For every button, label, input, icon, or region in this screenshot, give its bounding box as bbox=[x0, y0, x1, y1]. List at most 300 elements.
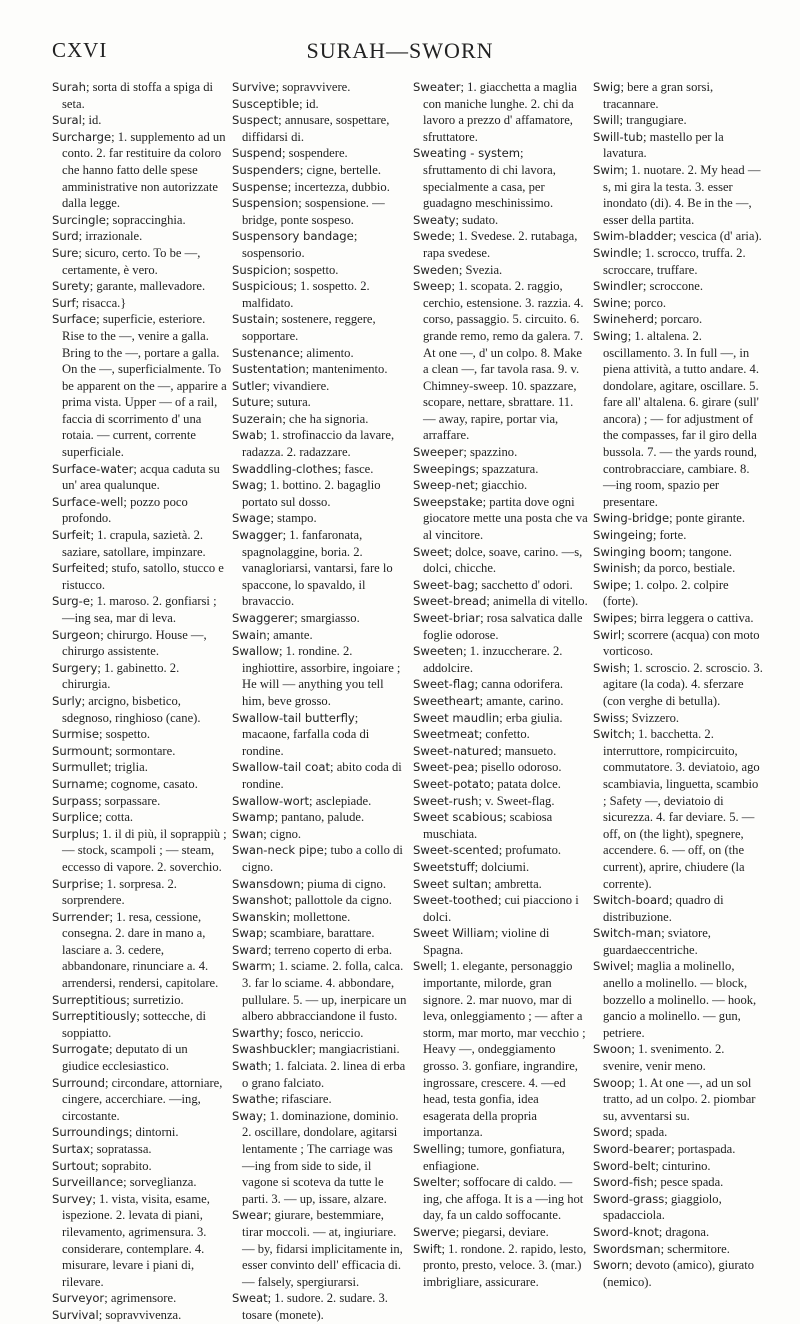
entry-definition: ; sopraccinghia. bbox=[105, 212, 186, 227]
entry-headword: Surtax bbox=[52, 1142, 90, 1156]
entry-definition: ; partita dove ogni giocatore mette una posta che va al vincitore. bbox=[423, 494, 588, 543]
entry-headword: Survey bbox=[52, 1191, 93, 1206]
entry-headword: Swansdown bbox=[232, 876, 301, 891]
entry-headword: Surah bbox=[52, 80, 86, 94]
entry-headword: Surplice bbox=[52, 810, 99, 825]
dictionary-entry bbox=[232, 793, 407, 810]
entry-headword: Suspensory bandage bbox=[232, 229, 354, 244]
entry-definition: ; spazzino. bbox=[463, 445, 518, 460]
entry-headword: Sweepstake bbox=[413, 494, 483, 509]
entry-headword: Swag bbox=[232, 478, 264, 493]
entry-definition: ; sospetto. bbox=[287, 262, 339, 277]
entry-definition: ; 1. Svedese. 2. rutabaga, rapa svedese. bbox=[423, 229, 578, 260]
dictionary-entry bbox=[232, 909, 407, 926]
dictionary-entry bbox=[593, 527, 763, 544]
entry-headword: Sweetmeat bbox=[413, 727, 479, 742]
entry-headword: Sweet-natured bbox=[413, 743, 499, 758]
dictionary-entry bbox=[413, 726, 588, 743]
entry-headword: Surprise bbox=[52, 876, 100, 891]
dictionary-entry bbox=[413, 925, 588, 958]
dictionary-entry bbox=[413, 809, 588, 842]
entry-definition: ; pallottole da cigno. bbox=[288, 893, 392, 908]
dictionary-entry bbox=[232, 1290, 407, 1323]
dictionary-entry bbox=[52, 228, 227, 245]
entry-definition: ; scabiosa muschiata. bbox=[423, 810, 553, 841]
dictionary-entry bbox=[232, 759, 407, 792]
entry-definition: ; 1. inzuccherare. 2. addolcire. bbox=[423, 644, 563, 675]
dictionary-entry bbox=[52, 494, 227, 527]
entry-headword: Swill bbox=[593, 113, 620, 128]
entry-definition: ; garante, mallevadore. bbox=[89, 279, 206, 294]
entry-definition: ; triglia. bbox=[108, 760, 148, 775]
entry-headword: Sword-belt bbox=[593, 1158, 656, 1173]
entry-headword: Switch-man bbox=[593, 926, 662, 941]
entry-definition: ; porco. bbox=[627, 295, 667, 310]
entry-definition: ; 1. sudore. 2. sudare. 3. tosare (monete). bbox=[242, 1291, 388, 1322]
entry-headword: Swelter bbox=[413, 1175, 457, 1190]
entry-definition: ; macaone, farfalla coda di rondine. bbox=[242, 710, 370, 758]
dictionary-entry bbox=[413, 610, 588, 643]
entry-headword: Sword-grass bbox=[593, 1191, 665, 1206]
entry-definition: ; dolciumi. bbox=[474, 859, 530, 874]
dictionary-entry bbox=[593, 112, 763, 129]
entry-definition: ; alimento. bbox=[299, 345, 354, 360]
entry-definition: ; soprabito. bbox=[95, 1158, 152, 1173]
dictionary-entry bbox=[232, 477, 407, 510]
entry-definition: ; dintorni. bbox=[128, 1125, 179, 1140]
entry-headword: Swim-bladder bbox=[593, 229, 673, 244]
entry-headword: Swig bbox=[593, 80, 621, 94]
entry-definition: ; 1. bottino. 2. bagaglio portato sul dosso. bbox=[242, 478, 381, 509]
dictionary-entry bbox=[52, 295, 227, 312]
entry-headword: Suspense bbox=[232, 179, 288, 194]
entry-headword: Sweet-bag bbox=[413, 577, 475, 592]
entry-headword: Swain bbox=[232, 627, 267, 642]
dictionary-entry bbox=[413, 743, 588, 760]
entry-definition: ; 1. scroscio. 2. scroscio. 3. agitare (la coda). 4. sferzare (con verghe di betulla). bbox=[603, 660, 763, 708]
entry-definition: ; spazzatura. bbox=[475, 461, 539, 476]
dictionary-entry bbox=[593, 510, 763, 527]
dictionary-entry bbox=[413, 278, 588, 444]
entry-definition: ; sorta di stoffa a spiga di seta. bbox=[62, 80, 214, 111]
entry-definition: ; 1. vista, visita, esame, ispezione. 2. levata di piani, rilevamento, agrimensura. 3. considerare, contemplare. 4. misurare, levare i piani di, rilevare. bbox=[62, 1191, 210, 1289]
dictionary-entry bbox=[413, 1174, 588, 1224]
dictionary-entry bbox=[52, 593, 227, 626]
dictionary-entry bbox=[232, 112, 407, 145]
dictionary-entry bbox=[52, 212, 227, 229]
dictionary-entry bbox=[593, 610, 763, 627]
entry-definition: ; fasce. bbox=[337, 461, 374, 476]
entry-definition: ; sospensorio. bbox=[242, 229, 358, 260]
entry-headword: Swill-tub bbox=[593, 129, 643, 144]
entry-headword: Swingeing bbox=[593, 528, 653, 543]
dictionary-entry bbox=[593, 1174, 763, 1191]
entry-headword: Surd bbox=[52, 229, 79, 244]
dictionary-entry bbox=[52, 112, 227, 129]
entry-definition: ; stufo, satollo, stucco e ristucco. bbox=[62, 561, 224, 592]
entry-headword: Sweaty bbox=[413, 212, 456, 227]
entry-headword: Surroundings bbox=[52, 1125, 129, 1140]
entry-definition: ; mollettone. bbox=[286, 909, 351, 924]
entry-headword: Swish bbox=[593, 660, 627, 675]
dictionary-entry bbox=[232, 96, 407, 113]
entry-definition: ; 1. supplemento ad un conto. 2. far restituire da coloro che hanno fatto delle spese amministrative non autorizzate dalla legge. bbox=[62, 129, 226, 211]
column-2 bbox=[232, 79, 407, 1324]
entry-headword: Swiss bbox=[593, 710, 626, 725]
entry-headword: Surfeited bbox=[52, 561, 105, 576]
entry-headword: Sweat bbox=[232, 1291, 268, 1306]
entry-definition: ; 1. il di più, il soprappiù ; — stock, scampoli ; — steam, eccesso di vapore. 2. soverchio. bbox=[62, 826, 227, 874]
dictionary-entry bbox=[413, 693, 588, 710]
entry-headword: Sword-bearer bbox=[593, 1142, 672, 1156]
entry-headword: Sweet-scented bbox=[413, 843, 499, 858]
entry-headword: Sweetstuff bbox=[413, 859, 475, 874]
entry-definition: ; deputato di un giudice ecclesiastico. bbox=[62, 1042, 188, 1074]
entry-definition: ; sospensione. — bridge, ponte sospeso. bbox=[242, 196, 385, 227]
entry-definition: ; canna odorifera. bbox=[474, 677, 564, 692]
entry-definition: ; 1. At one —, ad un sol tratto, ad un colpo. 2. piombar su, avventarsi su. bbox=[603, 1075, 756, 1123]
dictionary-entry bbox=[232, 1091, 407, 1108]
entry-definition: ; cui piacciono i dolci. bbox=[423, 893, 579, 924]
entry-definition: ; superficie, esteriore. Rise to the —, venire a galla. Bring to the —, portare a galla. On the —, superficialmente. To be apparent on the —, apparire a prima vista. Upper — of a rail, faccia di scorrimento d' una rotaia. — current, corrente superficiale. bbox=[62, 312, 227, 460]
entry-headword: Surface-well bbox=[52, 494, 124, 509]
dictionary-entry bbox=[413, 842, 588, 859]
entry-definition: ; circondare, attorniare, cingere, accerchiare. —ing, circostante. bbox=[62, 1075, 223, 1123]
dictionary-entry bbox=[413, 212, 588, 229]
dictionary-entry bbox=[593, 129, 763, 162]
dictionary-entry bbox=[52, 1174, 227, 1191]
entry-definition: ; 1. scrocco, truffa. 2. scroccare, truffare. bbox=[603, 245, 746, 277]
entry-headword: Sweet sultan bbox=[413, 876, 488, 891]
entry-definition: ; vescica (d' aria). bbox=[672, 229, 762, 244]
dictionary-entry bbox=[593, 1124, 763, 1141]
entry-headword: Sweet-potato bbox=[413, 776, 491, 791]
entry-headword: Surpass bbox=[52, 793, 99, 808]
entry-definition: ; sfruttamento di chi lavora, specialmente a casa, per guadagno meschinissimo. bbox=[423, 146, 556, 211]
entry-headword: Swindler bbox=[593, 279, 643, 294]
dictionary-entry bbox=[52, 793, 227, 810]
dictionary-entry bbox=[413, 228, 588, 261]
entry-headword: Sutler bbox=[232, 378, 267, 393]
entry-definition: ; scroccone. bbox=[642, 279, 704, 294]
entry-definition: ; tubo a collo di cigno. bbox=[242, 843, 403, 874]
dictionary-entry bbox=[232, 361, 407, 378]
entry-headword: Sweepings bbox=[413, 461, 476, 476]
dictionary-entry bbox=[52, 1307, 227, 1324]
entry-definition: ; giurare, bestemmiare, tirar moccoli. — at, ingiuriare. — by, fidarsi implicitamente in, esser convinto dell' efficacia di. — falsely, spergiurarsi. bbox=[242, 1208, 403, 1289]
entry-definition: ; birra leggera o cattiva. bbox=[633, 611, 754, 625]
dictionary-entry bbox=[52, 1191, 227, 1291]
entry-headword: Sweet William bbox=[413, 926, 495, 941]
dictionary-entry bbox=[232, 643, 407, 709]
entry-headword: Swaggerer bbox=[232, 611, 295, 625]
entry-definition: ; ambretta. bbox=[487, 876, 542, 891]
entry-headword: Swipe bbox=[593, 577, 628, 592]
entry-definition: ; tumore, gonfiatura, enfiagione. bbox=[423, 1142, 565, 1173]
dictionary-entry bbox=[593, 560, 763, 577]
dictionary-entry bbox=[52, 876, 227, 909]
entry-definition: ; Svezia. bbox=[458, 262, 503, 277]
entry-definition: ; ponte girante. bbox=[669, 511, 746, 526]
entry-definition: ; sottecche, di soppiatto. bbox=[62, 1009, 206, 1040]
entry-definition: ; piegarsi, deviare. bbox=[455, 1224, 549, 1239]
entry-definition: ; id. bbox=[81, 113, 102, 128]
column-1 bbox=[52, 79, 227, 1324]
entry-headword: Swanshot bbox=[232, 893, 289, 908]
entry-headword: Swim bbox=[593, 162, 625, 177]
entry-headword: Surfeit bbox=[52, 528, 91, 543]
entry-headword: Sweet bbox=[413, 544, 449, 559]
entry-headword: Sweet-flag bbox=[413, 677, 475, 692]
dictionary-entry bbox=[52, 776, 227, 793]
entry-definition: ; sicuro, certo. To be —, certamente, è vero. bbox=[62, 245, 201, 277]
dictionary-entry bbox=[52, 311, 227, 460]
dictionary-entry bbox=[232, 378, 407, 395]
dictionary-entry bbox=[593, 1041, 763, 1074]
entry-headword: Suspenders bbox=[232, 162, 300, 177]
entry-definition: ; asclepiade. bbox=[309, 793, 372, 808]
entry-headword: Sweating - system bbox=[413, 146, 521, 161]
entry-headword: Surrogate bbox=[52, 1042, 110, 1057]
entry-headword: Surplus bbox=[52, 826, 96, 841]
entry-definition: ; amante. bbox=[266, 627, 313, 642]
entry-headword: Surg-e bbox=[52, 594, 90, 609]
dictionary-entry bbox=[593, 245, 763, 278]
entry-definition: ; stampo. bbox=[270, 511, 317, 526]
entry-definition: ; dragona. bbox=[658, 1224, 710, 1239]
entry-definition: ; forte. bbox=[652, 528, 687, 543]
entry-headword: Sword-fish bbox=[593, 1175, 654, 1190]
entry-definition: ; cinturino. bbox=[655, 1158, 711, 1173]
entry-headword: Swift bbox=[413, 1241, 442, 1256]
dictionary-entry bbox=[232, 394, 407, 411]
entry-headword: Swallow-wort bbox=[232, 793, 310, 808]
page-number: CXVI bbox=[52, 38, 108, 62]
entry-headword: Swoon bbox=[593, 1042, 632, 1057]
entry-headword: Sustenance bbox=[232, 345, 300, 360]
entry-headword: Sword bbox=[593, 1125, 629, 1140]
entry-definition: ; 1. rondone. 2. rapido, lesto, pronto, presto, veloce. 3. (mar.) imbrigliare, assicurare. bbox=[423, 1241, 587, 1289]
dictionary-entry bbox=[413, 461, 588, 478]
entry-definition: ; pozzo poco profondo. bbox=[62, 494, 188, 526]
entry-headword: Surtout bbox=[52, 1158, 96, 1173]
entry-headword: Suspicion bbox=[232, 262, 288, 277]
dictionary-entry bbox=[232, 427, 407, 460]
entry-headword: Sweden bbox=[413, 262, 459, 277]
running-head: SURAH—SWORN bbox=[306, 38, 494, 63]
dictionary-entry bbox=[52, 726, 227, 743]
entry-headword: Sweeten bbox=[413, 644, 464, 659]
entry-headword: Swing-bridge bbox=[593, 511, 670, 526]
entry-headword: Swell bbox=[413, 959, 444, 974]
dictionary-entry bbox=[413, 859, 588, 876]
dictionary-entry bbox=[52, 693, 227, 726]
dictionary-entry bbox=[232, 527, 407, 610]
dictionary-entry bbox=[413, 710, 588, 727]
entry-definition: ; sviatore, guardaeccentriche. bbox=[603, 926, 711, 957]
entry-definition: ; rifasciare. bbox=[274, 1092, 332, 1107]
entry-headword: Swallow bbox=[232, 644, 279, 659]
entry-definition: ; 1. resa, cessione, consegna. 2. dare in mano a, lasciare a. 3. cedere, abbandonare, rinunciare a. 4. arrendersi, rendersi, capitolare. bbox=[62, 909, 219, 991]
dictionary-entry bbox=[232, 892, 407, 909]
dictionary-entry bbox=[413, 79, 588, 145]
dictionary-entry bbox=[232, 710, 407, 760]
dictionary-entry bbox=[52, 560, 227, 593]
dictionary-entry bbox=[413, 544, 588, 577]
dictionary-entry bbox=[52, 826, 227, 876]
dictionary-entry bbox=[593, 328, 763, 511]
entry-headword: Surveillance bbox=[52, 1175, 124, 1190]
entry-definition: ; abito coda di rondine. bbox=[242, 760, 402, 791]
dictionary-entry bbox=[593, 278, 763, 295]
entry-definition: ; animella di vitello. bbox=[486, 594, 588, 609]
entry-headword: Swarm bbox=[232, 959, 272, 974]
entry-definition: ; sopravvivere. bbox=[275, 80, 351, 94]
dictionary-entry bbox=[413, 262, 588, 279]
entry-headword: Sway bbox=[232, 1108, 263, 1123]
entry-headword: Swallow-tail coat bbox=[232, 760, 331, 775]
dictionary-entry bbox=[413, 759, 588, 776]
dictionary-entry bbox=[593, 627, 763, 660]
entry-headword: Switch-board bbox=[593, 893, 669, 908]
entry-definition: ; 1. maroso. 2. gonfiarsi ; —ing sea, mar di leva. bbox=[62, 594, 217, 625]
entry-headword: Swab bbox=[232, 428, 264, 443]
entry-headword: Survival bbox=[52, 1307, 99, 1322]
dictionary-entry bbox=[232, 311, 407, 344]
dictionary-entry bbox=[232, 1108, 407, 1208]
dictionary-entry bbox=[52, 129, 227, 212]
entry-definition: ; surretizio. bbox=[126, 992, 184, 1007]
entry-definition: ; 1. falciata. 2. linea di erba o grano falciato. bbox=[242, 1059, 406, 1090]
dictionary-entry bbox=[593, 162, 763, 228]
dictionary-entry bbox=[52, 992, 227, 1009]
entry-headword: Surround bbox=[52, 1075, 105, 1090]
dictionary-entry bbox=[232, 411, 407, 428]
entry-headword: Sweet-pea bbox=[413, 760, 475, 775]
entry-definition: ; da porco, bestiale. bbox=[637, 561, 736, 576]
entry-headword: Sweet-bread bbox=[413, 594, 487, 609]
entry-definition: ; incertezza, dubbio. bbox=[287, 179, 390, 194]
entry-headword: Surgeon bbox=[52, 627, 101, 642]
dictionary-entry bbox=[52, 660, 227, 693]
entry-headword: Swagger bbox=[232, 528, 283, 543]
entry-headword: Surcingle bbox=[52, 212, 106, 227]
dictionary-entry bbox=[593, 1141, 763, 1158]
entry-headword: Swing bbox=[593, 328, 628, 343]
entry-definition: ; 1. crapula, sazietà. 2. saziare, satollare, impinzare. bbox=[62, 528, 206, 559]
dictionary-entry bbox=[52, 909, 227, 992]
dictionary-entry bbox=[413, 145, 588, 211]
entry-definition: ; 1. scopata. 2. raggio, cerchio, estensione. 3. razzia. 4. corso, passaggio. 5. circuito. 6. grande remo, remo da galera. 7. At one —, d' un colpo. 8. Make a clean —, far tavola rasa. 9. v. Chimney-sweep. 10. spazzare, scopare, nettare, sbrattare. 11. — away, rapire, portar via, arraffare. bbox=[423, 279, 584, 443]
entry-headword: Swinging boom bbox=[593, 544, 683, 559]
entry-definition: ; sorveglianza. bbox=[123, 1175, 197, 1190]
dictionary-entry bbox=[232, 278, 407, 311]
dictionary-entry bbox=[232, 876, 407, 893]
entry-definition: ; amante, carino. bbox=[479, 693, 564, 708]
dictionary-entry bbox=[413, 577, 588, 594]
entry-headword: Sweet maudlin bbox=[413, 710, 500, 725]
dictionary-entry bbox=[232, 195, 407, 228]
entry-headword: Swede bbox=[413, 229, 452, 244]
dictionary-entry bbox=[593, 295, 763, 312]
entry-headword: Swashbuckler bbox=[232, 1042, 313, 1057]
entry-definition: ; smargiasso. bbox=[294, 611, 360, 625]
entry-headword: Swallow-tail butterfly bbox=[232, 710, 355, 725]
entry-headword: Survive bbox=[232, 80, 276, 94]
entry-headword: Sweet-rush bbox=[413, 793, 479, 808]
dictionary-entry bbox=[593, 892, 763, 925]
dictionary-entry bbox=[413, 1141, 588, 1174]
entry-definition: ; sospendere. bbox=[281, 146, 348, 161]
entry-definition: ; pesce spada. bbox=[653, 1175, 724, 1190]
entry-definition: ; schermitore. bbox=[660, 1241, 730, 1256]
entry-headword: Swipes bbox=[593, 611, 634, 625]
dictionary-entry bbox=[593, 1257, 763, 1290]
entry-headword: Sworn bbox=[593, 1258, 629, 1273]
entry-definition: ; risacca.} bbox=[75, 295, 127, 310]
entry-headword: Swoop bbox=[593, 1075, 632, 1090]
dictionary-entry bbox=[593, 577, 763, 610]
dictionary-entry bbox=[232, 1207, 407, 1290]
entry-definition: ; sopratassa. bbox=[90, 1142, 152, 1156]
entry-headword: Swath bbox=[232, 1059, 268, 1074]
dictionary-entry bbox=[52, 1124, 227, 1141]
entry-definition: ; id. bbox=[299, 96, 319, 111]
dictionary-entry bbox=[413, 494, 588, 544]
dictionary-entry bbox=[413, 676, 588, 693]
entry-headword: Sweet-briar bbox=[413, 611, 481, 625]
dictionary-entry bbox=[593, 544, 763, 561]
dictionary-entry bbox=[593, 228, 763, 245]
entry-headword: Surreptitious bbox=[52, 992, 127, 1007]
dictionary-entry bbox=[593, 710, 763, 727]
entry-definition: ; annusare, sospettare, diffidarsi di. bbox=[242, 113, 390, 144]
dictionary-entry bbox=[52, 627, 227, 660]
dictionary-entry bbox=[52, 527, 227, 560]
dictionary-entry bbox=[232, 1025, 407, 1042]
entry-definition: ; maglia a molinello, anello a molinello. — block, bozzello a molinello. — hook, gancio a molinello. — gun, petriere. bbox=[603, 959, 757, 1040]
entry-headword: Swine bbox=[593, 295, 628, 310]
dictionary-entry bbox=[52, 759, 227, 776]
entry-definition: ; 1. sospetto. 2. malfidato. bbox=[242, 279, 370, 310]
entry-definition: ; che ha signoria. bbox=[282, 411, 369, 426]
entry-definition: ; piuma di cigno. bbox=[300, 876, 386, 891]
entry-headword: Suture bbox=[232, 395, 271, 410]
dictionary-entry bbox=[593, 79, 763, 112]
dictionary-entry bbox=[52, 1158, 227, 1175]
dictionary-entry bbox=[413, 892, 588, 925]
entry-definition: ; devoto (amico), giurato (nemico). bbox=[603, 1258, 755, 1289]
entry-definition: ; erba giulia. bbox=[499, 710, 563, 725]
entry-definition: ; pantano, palude. bbox=[274, 810, 365, 825]
entry-headword: Swage bbox=[232, 511, 271, 526]
dictionary-entry bbox=[232, 179, 407, 196]
entry-definition: ; sospetto. bbox=[98, 727, 151, 742]
entry-definition: ; mangiacristiani. bbox=[312, 1042, 400, 1057]
entry-definition: ; 1. elegante, personaggio importante, milorde, gran signore. 2. mar nuovo, mar di leva, onleggiamento ; — after a storm, mar morto, mar vecchio ; Heavy —, ondeggiamento grosso. 3. gonfiare, ingrandire, ingrossare, crescere. 4. —ed head, testa gonfia, idea esagerata della propria importanza. bbox=[423, 959, 586, 1140]
entry-headword: Susceptible bbox=[232, 96, 300, 111]
dictionary-entry bbox=[232, 145, 407, 162]
entry-headword: Swamp bbox=[232, 810, 275, 825]
entry-definition: ; 1. dominazione, dominio. 2. oscillare, dondolare, agitarsi lentamente ; The carriage was —ing from side to side, il vagone si scoteva da tutte le parti. 3. — up, issare, alzare. bbox=[242, 1108, 399, 1206]
entry-definition: ; sutura. bbox=[270, 395, 311, 410]
dictionary-entry bbox=[52, 79, 227, 112]
entry-definition: ; fosco, nericcio. bbox=[279, 1025, 364, 1040]
entry-definition: ; 1. altalena. 2. oscillamento. 3. In full —, in piena attività, a tutto andare. 4. dondolare, agitare, oscillare. 5. fare all' altalena. 6. girare (sull' ancora) ; — for adjustment of the compasses, far il giro della bussola. 7. — the yards round, controbracciare, cambiare. 8. —ing room, spazio per presentare. bbox=[603, 328, 759, 509]
entry-headword: Swindle bbox=[593, 245, 639, 260]
entry-headword: Swineherd bbox=[593, 312, 654, 327]
dictionary-entry bbox=[413, 1224, 588, 1241]
